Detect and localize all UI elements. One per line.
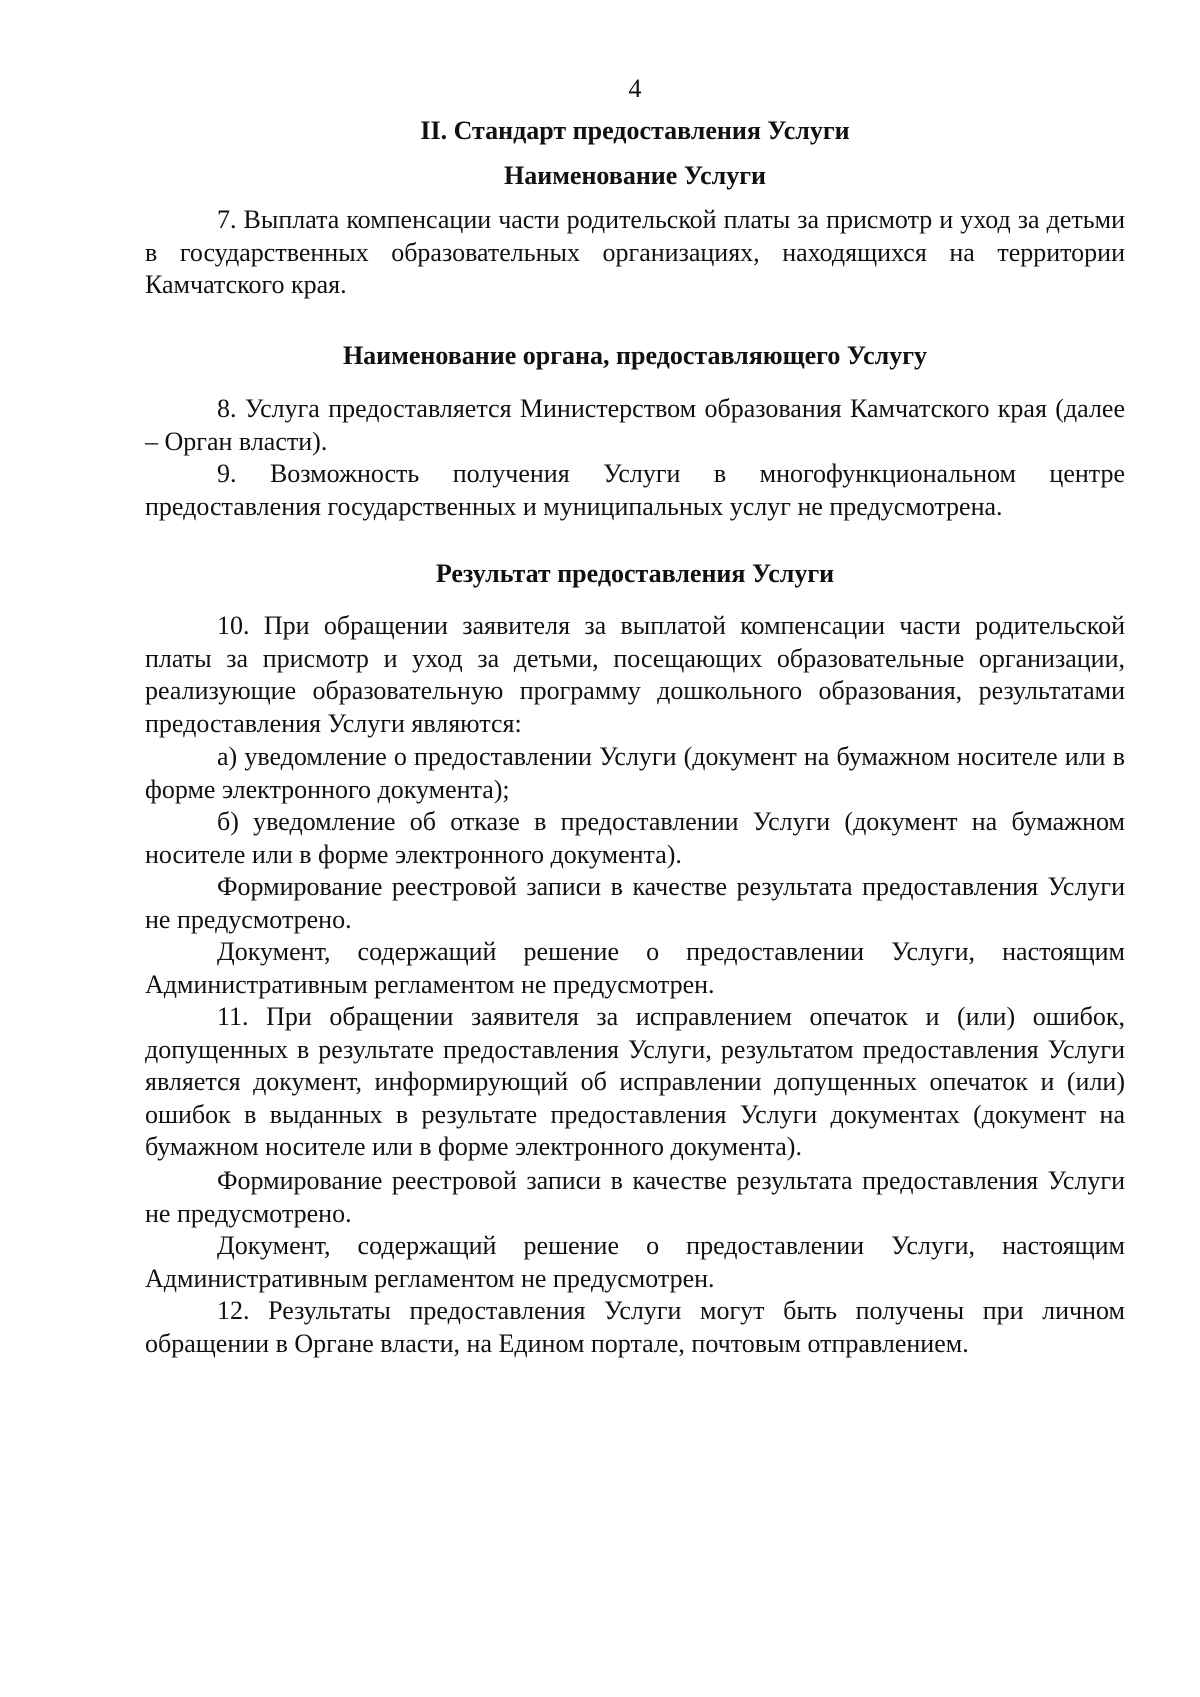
page-number: 4: [628, 74, 642, 103]
paragraph-10b: б) уведомление об отказе в предоставлении Услуги (документ на бумажном носителе или в форме электронного документа).: [145, 807, 1125, 869]
section-title: II. Стандарт предоставления Услуги: [420, 116, 850, 145]
paragraph-9: 9. Возможность получения Услуги в многофункциональном центре предоставления государственных и муниципальных услуг не предусмотрена.: [145, 459, 1125, 521]
heading-result: Результат предоставления Услуги: [435, 559, 835, 588]
paragraph-10c: Формирование реестровой записи в качестве результата предоставления Услуги не предусмотрено.: [145, 872, 1125, 934]
paragraph-11a: Формирование реестровой записи в качестве результата предоставления Услуги не предусмотрено.: [145, 1166, 1125, 1228]
paragraph-11: 11. При обращении заявителя за исправлением опечаток и (или) ошибок, допущенных в результате предоставления Услуги, результатом предоставления Услуги является документ, информирующий об исправлении допущенных опечаток и (или) ошибок в выданных в результате предоставления Услуги документах (документ на бумажном носителе или в форме электронного документа).: [145, 1002, 1125, 1162]
heading-service-name: Наименование Услуги: [503, 161, 767, 190]
paragraph-7: 7. Выплата компенсации части родительской платы за присмотр и уход за детьми в государственных образовательных организациях, находящихся на территории Камчатского края.: [145, 205, 1125, 300]
paragraph-10d: Документ, содержащий решение о предоставлении Услуги, настоящим Административным регламентом не предусмотрен.: [145, 937, 1125, 999]
heading-authority-name: Наименование органа, предоставляющего Услугу: [342, 341, 928, 370]
paragraph-8: 8. Услуга предоставляется Министерством образования Камчатского края (далее – Орган власти).: [145, 394, 1125, 456]
paragraph-10a: а) уведомление о предоставлении Услуги (документ на бумажном носителе или в форме электронного документа);: [145, 742, 1125, 804]
paragraph-10: 10. При обращении заявителя за выплатой компенсации части родительской платы за присмотр и уход за детьми, посещающих образовательные организации, реализующие образовательную программу дошкольного образования, результатами предоставления Услуги являются:: [145, 611, 1125, 738]
paragraph-11b: Документ, содержащий решение о предоставлении Услуги, настоящим Административным регламентом не предусмотрен.: [145, 1231, 1125, 1293]
paragraph-12: 12. Результаты предоставления Услуги могут быть получены при личном обращении в Органе власти, на Едином портале, почтовым отправлением.: [145, 1296, 1125, 1358]
